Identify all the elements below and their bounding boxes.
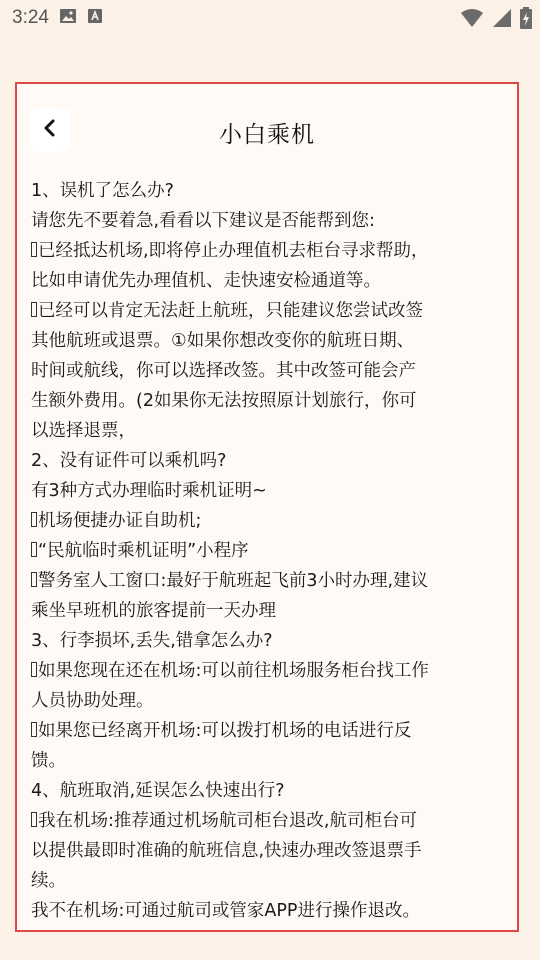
missing-glyph-icon — [31, 242, 37, 257]
bullet-line: 警务室人工窗口:最好于航班起飞前3小时办理,建议 — [31, 566, 507, 596]
answer-text: 我不在机场:可通过航司或管家APP进行操作退改。 — [31, 901, 420, 921]
content-panel — [15, 82, 519, 932]
status-bar — [0, 0, 540, 36]
missing-glyph-icon — [31, 542, 37, 557]
bullet-line: 已经可以肯定无法赶上航班，只能建议您尝试改签 — [31, 296, 507, 326]
missing-glyph-icon — [31, 722, 37, 737]
battery-icon — [520, 7, 532, 34]
question-heading: 1、误机了怎么办? — [31, 181, 174, 201]
image-icon — [59, 8, 77, 29]
answer-text: 人员协助处理。 — [31, 691, 154, 711]
missing-glyph-icon — [31, 662, 37, 677]
answer-text: 其他航班或退票。①如果你想改变你的航班日期、 — [31, 331, 415, 351]
signal-icon — [492, 8, 512, 33]
answer-text: 请您先不要着急,看看以下建议是否能帮到您: — [31, 211, 375, 231]
wifi-icon — [460, 8, 484, 33]
missing-glyph-icon — [31, 572, 37, 587]
answer-text: 生额外费用。(2如果你无法按照原计划旅行，你可 — [31, 391, 417, 411]
missing-glyph-icon — [31, 512, 37, 527]
answer-text: 有3种方式办理临时乘机证明~ — [31, 481, 267, 501]
answer-text: 以提供最即时准确的航班信息,快速办理改签退票手 — [31, 841, 422, 861]
answer-text: 时间或航线，你可以选择改签。其中改签可能会产 — [31, 361, 416, 381]
answer-text: 乘坐早班机的旅客提前一天办理 — [31, 601, 276, 621]
answer-text: 比如申请优先办理值机、走快速安检通道等。 — [31, 271, 381, 291]
status-time: 3:24 — [12, 7, 49, 28]
answer-text: 续。 — [31, 871, 66, 891]
bullet-line: “民航临时乘机证明”小程序 — [31, 536, 507, 566]
bullet-line: 机场便捷办证自助机; — [31, 506, 507, 536]
bullet-line: 我在机场:推荐通过机场航司柜台退改,航司柜台可 — [31, 806, 507, 836]
bullet-line: 如果您现在还在机场:可以前往机场服务柜台找工作 — [31, 656, 507, 686]
answer-text: 馈。 — [31, 751, 66, 771]
page-title: 小白乘机 — [219, 122, 315, 148]
question-heading: 2、没有证件可以乘机吗? — [31, 451, 227, 471]
a-icon — [87, 8, 103, 29]
bullet-line: 已经抵达机场,即将停止办理值机去柜台寻求帮助， — [31, 236, 507, 266]
missing-glyph-icon — [31, 302, 37, 317]
question-heading: 3、行李损坏,丢失,错拿怎么办? — [31, 631, 273, 651]
bullet-line: 如果您已经离开机场:可以拨打机场的电话进行反 — [31, 716, 507, 746]
answer-text: 以选择退票， — [31, 421, 136, 441]
missing-glyph-icon — [31, 812, 37, 827]
faq-content — [31, 176, 507, 926]
question-heading: 4、航班取消,延误怎么快速出行? — [31, 781, 285, 801]
